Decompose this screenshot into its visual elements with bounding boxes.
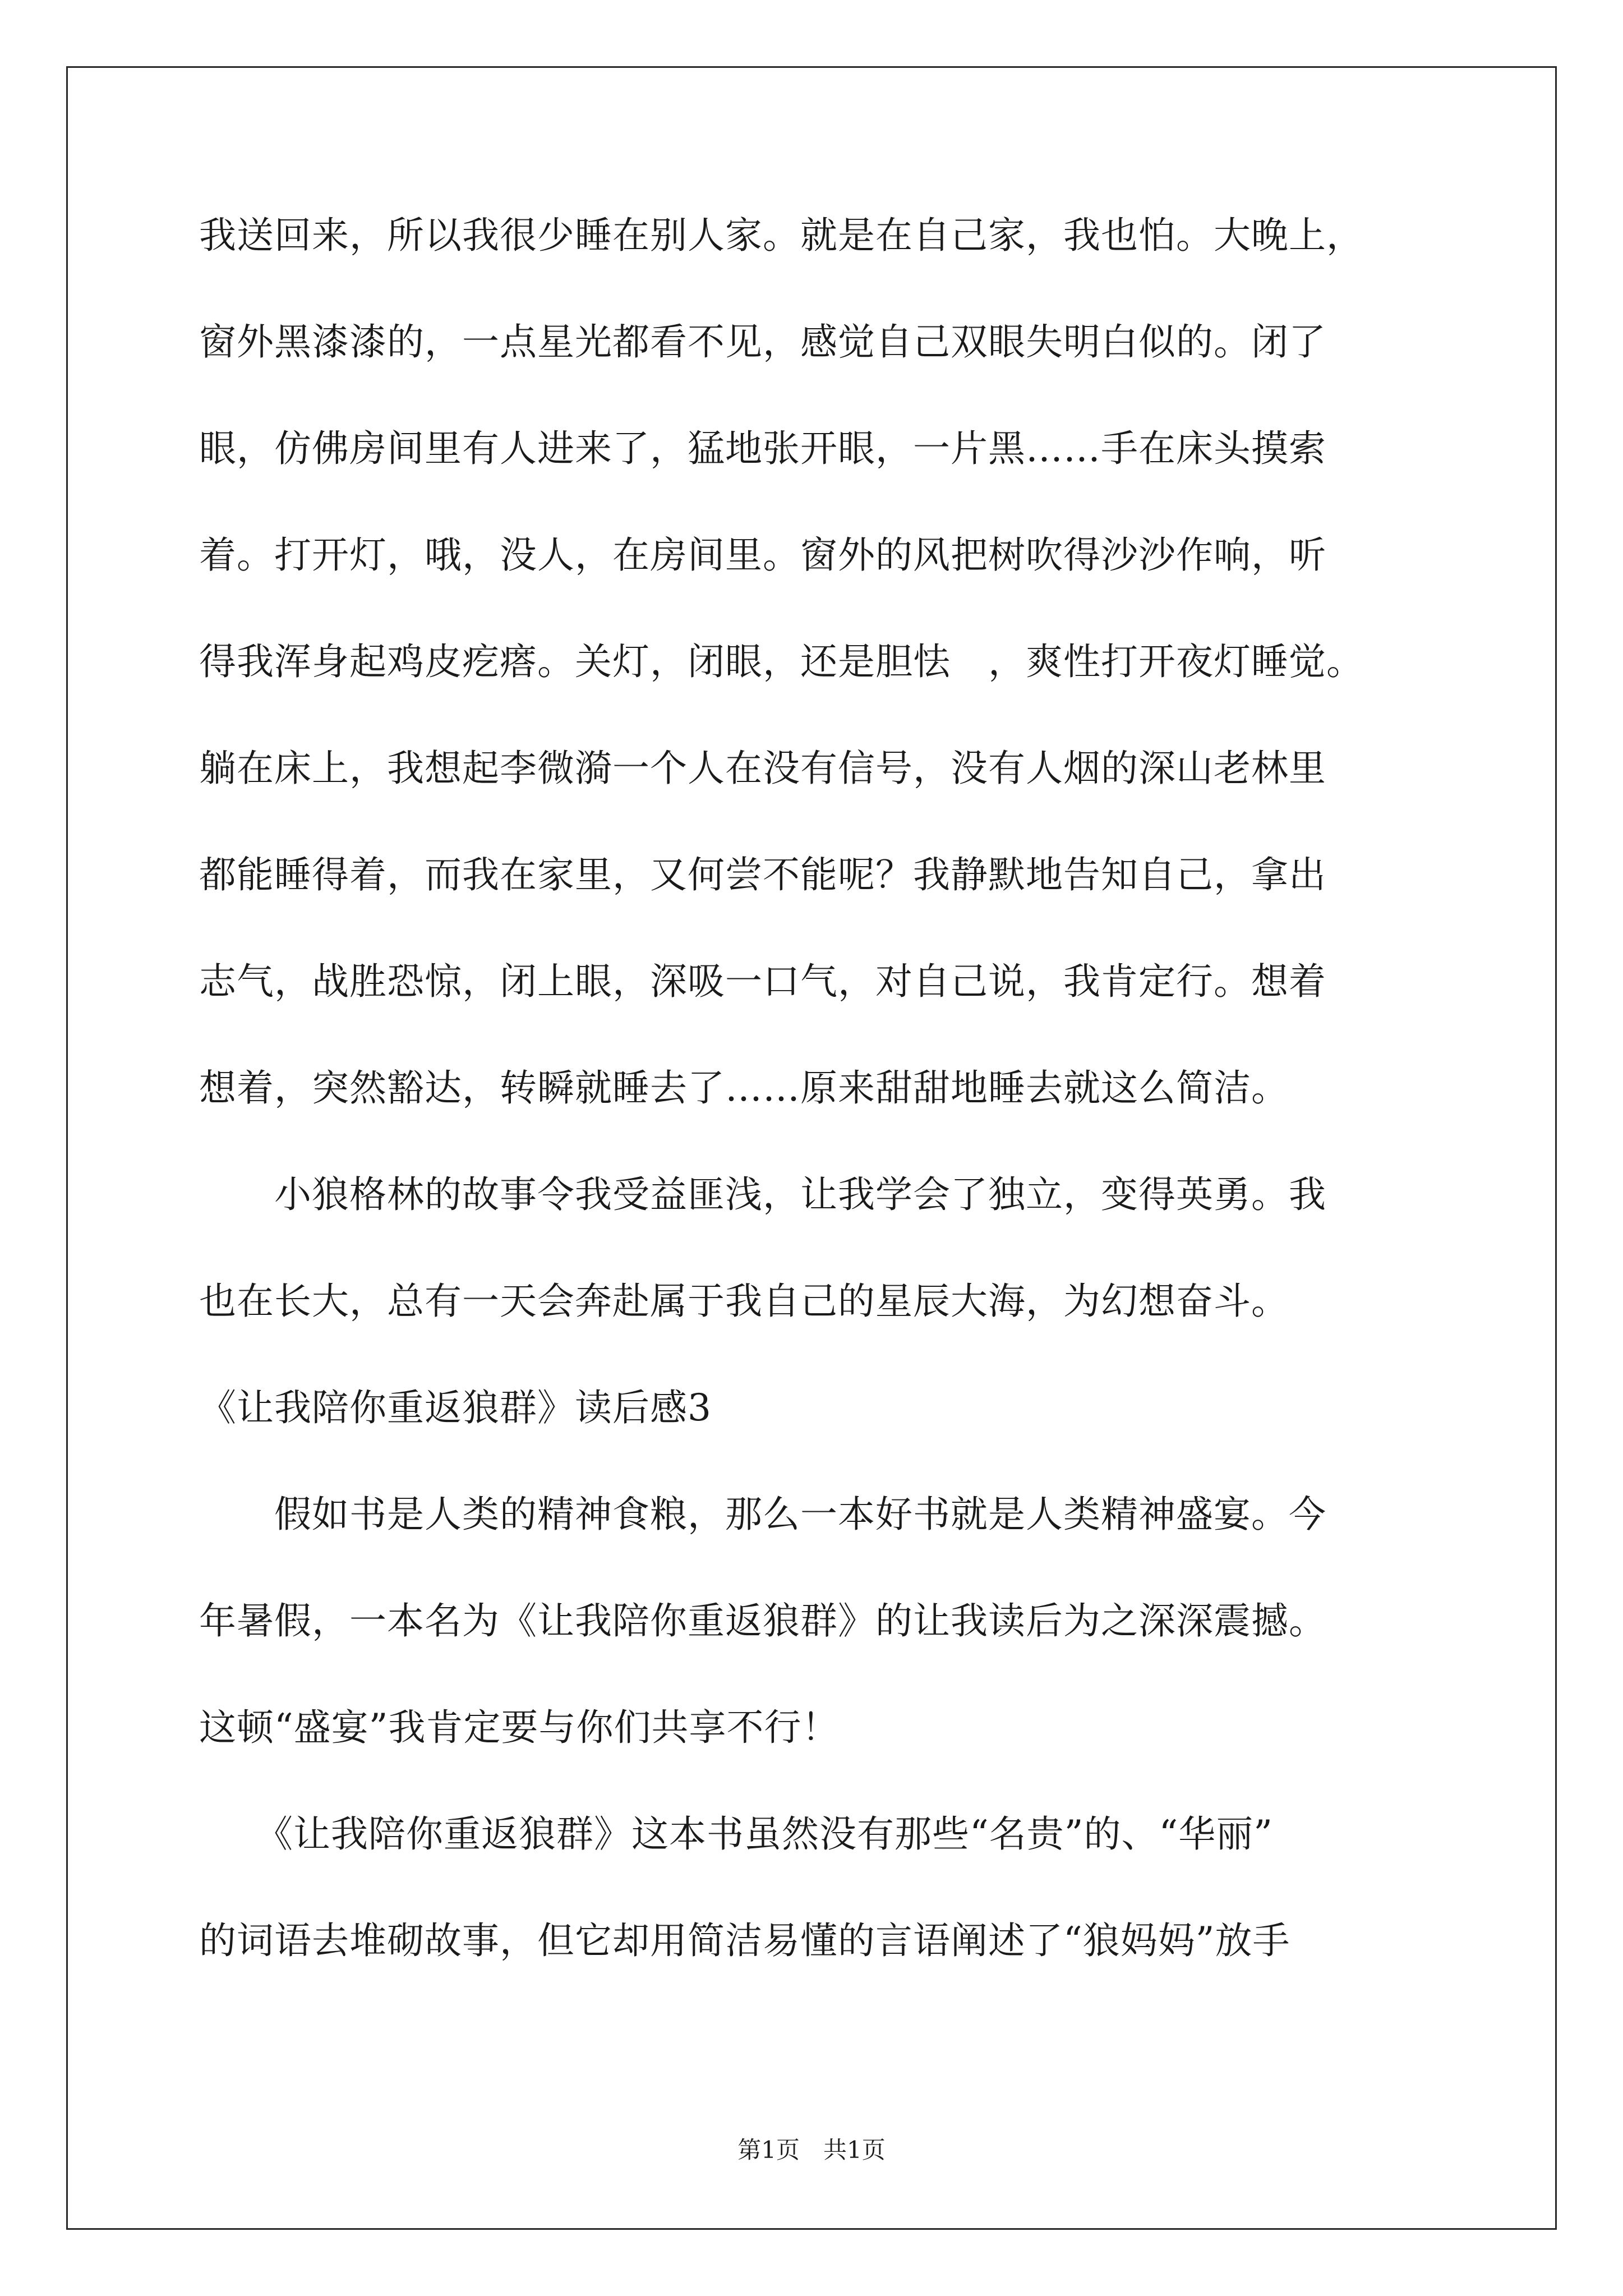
text-line: 躺在床上，我想起李微漪一个人在没有信号，没有人烟的深山老林里 bbox=[199, 747, 1326, 790]
text-line: 小狼格林的故事令我受益匪浅，让我学会了独立，变得英勇。我 bbox=[199, 1173, 1326, 1216]
text-line: 假如书是人类的精神食粮，那么一本好书就是人类精神盛宴。今 bbox=[199, 1493, 1326, 1536]
page-border bbox=[66, 66, 1557, 2230]
text-line: 我送回来，所以我很少睡在别人家。就是在自己家，我也怕。大晚上， bbox=[199, 214, 1364, 257]
text-line: 也在长大，总有一天会奔赴属于我自己的星辰大海，为幻想奋斗。 bbox=[199, 1280, 1289, 1323]
text-line: 着。打开灯，哦，没人，在房间里。窗外的风把树吹得沙沙作响，听 bbox=[199, 533, 1326, 577]
text-line: 年暑假，一本名为《让我陪你重返狼群》的让我读后为之深深震撼。 bbox=[199, 1599, 1326, 1642]
text-line: 的词语去堆砌故事，但它却用简洁易懂的言语阐述了“狼妈妈”放手 bbox=[199, 1919, 1290, 1962]
text-line: 得我浑身起鸡皮疙瘩。关灯，闭眼，还是胆怯 ，爽性打开夜灯睡觉。 bbox=[199, 640, 1364, 683]
text-line: 《让我陪你重返狼群》这本书虽然没有那些“名贵”的、“华丽” bbox=[199, 1812, 1273, 1856]
text-line: 窗外黑漆漆的，一点星光都看不见，感觉自己双眼失明白似的。闭了 bbox=[199, 320, 1326, 364]
text-line: 志气，战胜恐惊，闭上眼，深吸一口气，对自己说，我肯定行。想着 bbox=[199, 960, 1326, 1003]
text-line: 都能睡得着，而我在家里，又何尝不能呢？我静默地告知自己，拿出 bbox=[199, 853, 1326, 896]
text-line: 想着，突然豁达，转瞬就睡去了……原来甜甜地睡去就这么简洁。 bbox=[199, 1066, 1289, 1110]
page-footer: 第1页 共1页 bbox=[737, 2136, 886, 2164]
text-line: 这顿“盛宴”我肯定要与你们共享不行！ bbox=[199, 1706, 840, 1749]
section-heading: 《让我陪你重返狼群》读后感3 bbox=[199, 1386, 712, 1429]
text-line: 眼，仿佛房间里有人进来了，猛地张开眼，一片黑……手在床头摸索 bbox=[199, 427, 1326, 470]
